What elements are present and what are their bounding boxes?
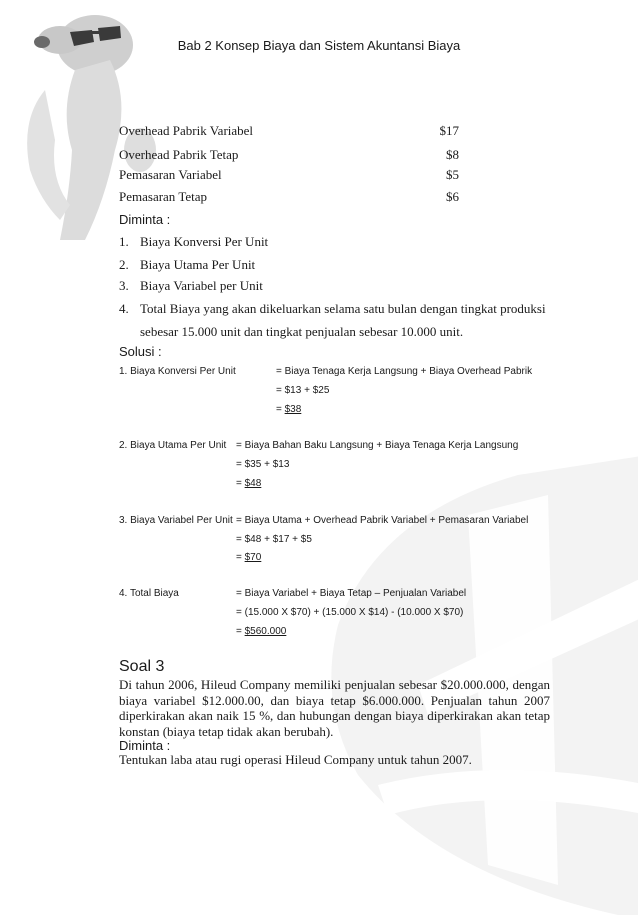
question-number: 2. (119, 257, 129, 272)
equals-sign: = (236, 626, 245, 637)
soal-3-task: Tentukan laba atau rugi operasi Hileud Company untuk tahun 2007. (119, 752, 472, 767)
question-number: 1. (119, 234, 129, 249)
soal-3-diminta: Diminta : (119, 738, 171, 753)
question-text: Total Biaya yang akan dikeluarkan selama satu bulan dengan tingkat produksi (140, 301, 546, 316)
cost-label: Pemasaran Tetap (119, 189, 208, 204)
result-value: $560.000 (244, 626, 287, 637)
solution-label: 3. Biaya Variabel Per Unit (119, 515, 233, 526)
solution-result (236, 552, 261, 563)
paragraph-line: konstan (biaya tetap tidak akan berubah). (119, 723, 334, 739)
solution-formula: = Biaya Tenaga Kerja Langsung + Biaya Overhead Pabrik (276, 366, 533, 377)
cost-label: Pemasaran Variabel (119, 167, 222, 182)
cost-value: $17 (439, 123, 459, 138)
result-value: $70 (244, 552, 262, 563)
cost-value: $6 (446, 189, 459, 204)
cost-label: Overhead Pabrik Tetap (119, 147, 239, 162)
paragraph-line: Di tahun 2006, Hileud Company memiliki penjualan sebesar $20.000.000, dengan (119, 677, 550, 692)
paragraph-line: diperkirakan akan naik 15 %, dan hubungan dengan biaya diperkirakan akan tetap (119, 708, 550, 723)
question-text: Biaya Konversi Per Unit (140, 234, 269, 249)
solution-substitution: = $13 + $25 (276, 385, 330, 396)
equals-sign: = (236, 552, 245, 563)
solution-result (236, 626, 286, 637)
soal-3-paragraph (119, 677, 550, 739)
solution-result (276, 404, 301, 415)
equals-sign: = (276, 404, 285, 415)
solution-formula: = Biaya Bahan Baku Langsung + Biaya Tenaga Kerja Langsung (236, 440, 519, 451)
question-text-continued: sebesar 15.000 unit dan tingkat penjualan sebesar 10.000 unit. (140, 324, 464, 339)
solution-formula: = Biaya Utama + Overhead Pabrik Variabel + Pemasaran Variabel (236, 515, 529, 526)
soal-3-heading: Soal 3 (119, 658, 165, 675)
question-text: Biaya Variabel per Unit (140, 278, 263, 293)
solution-result (236, 478, 261, 489)
solution-label: 4. Total Biaya (119, 588, 179, 599)
question-text: Biaya Utama Per Unit (140, 257, 256, 272)
solution-label: 1. Biaya Konversi Per Unit (119, 366, 236, 377)
result-value: $38 (284, 404, 302, 415)
result-value: $48 (244, 478, 262, 489)
cost-label: Overhead Pabrik Variabel (119, 123, 254, 138)
solution-substitution: = (15.000 X $70) + (15.000 X $14) - (10.000 X $70) (236, 607, 464, 618)
diminta-heading: Diminta : (119, 212, 171, 227)
question-number: 4. (119, 301, 129, 316)
page-header: Bab 2 Konsep Biaya dan Sistem Akuntansi Biaya (177, 38, 461, 53)
equals-sign: = (236, 478, 245, 489)
question-number: 3. (119, 278, 129, 293)
solution-substitution: = $48 + $17 + $5 (236, 534, 312, 545)
solusi-heading: Solusi : (119, 344, 162, 359)
solution-substitution: = $35 + $13 (236, 459, 290, 470)
cost-value: $8 (446, 147, 459, 162)
solution-label: 2. Biaya Utama Per Unit (119, 440, 227, 451)
paragraph-line: biaya variabel $12.000.00, dan biaya tetap $6.000.000. Penjualan tahun 2007 (119, 692, 550, 708)
cost-value: $5 (446, 167, 459, 182)
solution-formula: = Biaya Variabel + Biaya Tetap – Penjualan Variabel (236, 588, 467, 599)
